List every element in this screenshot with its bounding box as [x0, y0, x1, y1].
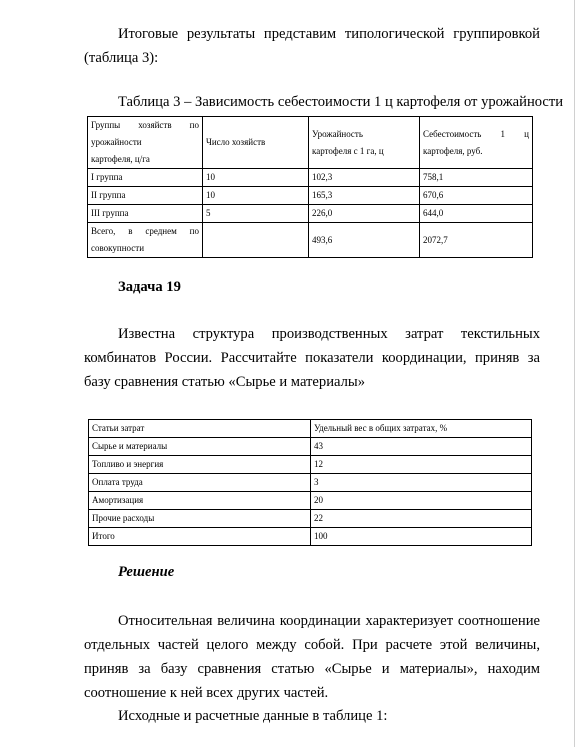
costs-table-header-row: Статьи затрат Удельный вес в общих затратах, %	[89, 420, 532, 438]
table-row: II группа 10 165,3 670,6	[88, 187, 533, 205]
data-line: Исходные и расчетные данные в таблице 1:	[118, 708, 388, 724]
solution-heading: Решение	[118, 564, 175, 580]
table-row: Амортизация 20	[89, 492, 532, 510]
table3-header-yield: Урожайность картофеля с 1 га, ц	[309, 117, 420, 169]
table-row: I группа 10 102,3 758,1	[88, 169, 533, 187]
page-edge	[574, 0, 575, 747]
table-row: Топливо и энергия 12	[89, 456, 532, 474]
table-row: III группа 5 226,0 644,0	[88, 205, 533, 223]
table3-total-row: Всего, в среднем по совокупности 493,6 2072,7	[88, 223, 533, 258]
table3-caption: Таблица 3 – Зависимость себестоимости 1 ц картофеля от урожайности	[118, 94, 564, 110]
table3-header-row	[88, 117, 533, 169]
table3	[87, 116, 533, 258]
table-row: Итого 100	[89, 528, 532, 546]
intro-paragraph: Итоговые результаты представим типологической группировкой (таблица 3):	[84, 26, 540, 66]
table3-header-count: Число хозяйств	[203, 117, 309, 169]
table-row: Оплата труда 3	[89, 474, 532, 492]
task-paragraph: Известна структура производственных затрат текстильных комбинатов России. Рассчитайте показатели координации, приняв за базу сравнения статью «Сырье и материалы»	[84, 326, 540, 390]
table-row: Прочие расходы 22	[89, 510, 532, 528]
solution-paragraph: Относительная величина координации характеризует соотношение отдельных частей целого между собой. При расчете этой величины, приняв за базу сравнения статью «Сырье и материалы», находим соотношение к ней всех других частей.	[84, 613, 540, 701]
table3-header-group: Группы хозяйств по урожайности картофеля, ц/га	[88, 117, 203, 169]
table3-header-cost: Себестоимость 1 ц картофеля, руб.	[420, 117, 533, 169]
table-row: Сырье и материалы 43	[89, 438, 532, 456]
task-heading: Задача 19	[118, 279, 181, 295]
costs-table	[88, 419, 532, 546]
